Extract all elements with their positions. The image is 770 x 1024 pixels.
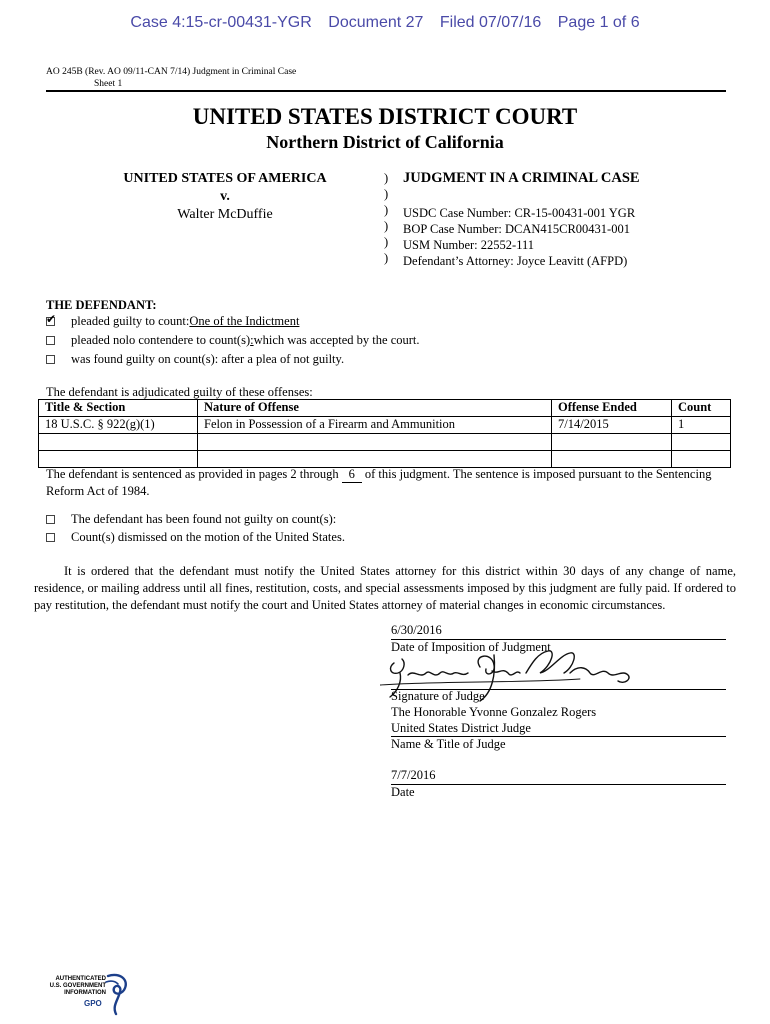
table-row — [39, 434, 731, 451]
dismissed-label: Count(s) dismissed on the motion of the United States. — [71, 530, 345, 544]
plaintiff: UNITED STATES OF AMERICA — [123, 171, 327, 186]
filed-date: Filed 07/07/16 — [439, 14, 542, 31]
defendant-name: Walter McDuffie — [177, 207, 273, 222]
cell-title-section: 18 U.S.C. § 922(g)(1) — [39, 417, 198, 434]
name-title-label: Name & Title of Judge — [391, 737, 506, 751]
gpo-line-2: U.S. GOVERNMENT — [49, 983, 106, 989]
document-number: Document 27 — [328, 14, 424, 31]
usdc-case-number: USDC Case Number: CR-15-00431-001 YGR — [403, 206, 636, 220]
cell-offense-ended — [552, 451, 672, 468]
gpo-logo-text — [44, 976, 106, 997]
col-offense-ended: Offense Ended — [552, 400, 672, 417]
parties-block — [80, 170, 370, 224]
plea-nolo-suffix: which was accepted by the court. — [253, 333, 420, 347]
cell-offense-ended: 7/14/2015 — [552, 417, 672, 434]
cell-count: 1 — [672, 417, 731, 434]
not-guilty-label: The defendant has been found not guilty on count(s): — [71, 512, 337, 526]
date-label: Date — [391, 785, 415, 799]
table-row — [39, 451, 731, 468]
filing-header — [0, 14, 770, 32]
defense-attorney: Defendant’s Attorney: Joyce Leavitt (AFPD) — [403, 254, 628, 268]
page-indicator: Page 1 of 6 — [557, 14, 640, 31]
offenses-intro: The defendant is adjudicated guilty of these offenses: — [46, 385, 313, 399]
court-name: UNITED STATES DISTRICT COURT — [192, 104, 578, 129]
sentence-text-after: of this judgment. The sentence is imposed pursuant to the Sentencing Reform Act of 1984. — [46, 467, 712, 498]
notification-paragraph: It is ordered that the defendant must notify the United States attorney for this district within 30 days of any change of name, residence, or mailing address until all fines, restitution, costs, and special assessments imposed by this judgment are fully paid. If ordered to pay restitution, the defendant must notify the court and United States attorney of material changes in economic circumstances. — [34, 564, 736, 612]
plea-guilty-value: One of the Indictment — [189, 314, 300, 328]
cell-nature — [198, 434, 552, 451]
gpo-line-3: INFORMATION — [64, 990, 106, 996]
bop-case-number: BOP Case Number: DCAN415CR00431-001 — [403, 222, 630, 236]
cell-offense-ended — [552, 434, 672, 451]
caption-parentheses: ) ) ) ) ) ) — [384, 171, 389, 265]
plea-guilty-checkbox[interactable] — [46, 312, 57, 326]
dismissed-checkbox[interactable] — [46, 533, 55, 542]
table-row — [39, 417, 731, 434]
date-rule — [391, 784, 726, 785]
plea-option-nolo — [46, 333, 420, 348]
judgment-title: JUDGMENT IN A CRIMINAL CASE — [403, 170, 640, 186]
judge-name: The Honorable Yvonne Gonzalez Rogers — [391, 705, 597, 719]
col-nature: Nature of Offense — [198, 400, 552, 417]
cell-count — [672, 451, 731, 468]
case-info — [403, 205, 635, 269]
signature-label: Signature of Judge — [391, 689, 485, 703]
versus: v. — [220, 189, 230, 204]
imposition-date: 6/30/2016 — [391, 623, 442, 637]
not-guilty-checkbox[interactable] — [46, 515, 55, 524]
plea-nolo-label: pleaded nolo contendere to count(s) — [71, 333, 251, 347]
usm-number: USM Number: 22552-111 — [403, 238, 535, 252]
table-header-row — [39, 400, 731, 417]
cell-title-section — [39, 451, 198, 468]
plea-option-guilty — [46, 314, 299, 329]
col-count: Count — [672, 400, 731, 417]
found-guilty-label: was found guilty on count(s): after a plea of not guilty. — [71, 352, 345, 366]
gpo-line-1: AUTHENTICATED — [55, 976, 106, 982]
disposition-dismissed — [46, 530, 345, 545]
form-id-line: AO 245B (Rev. AO 09/11-CAN 7/14) Judgment in Criminal Case — [46, 67, 297, 77]
found-guilty-checkbox[interactable] — [46, 355, 55, 364]
col-title-section: Title & Section — [39, 400, 198, 417]
sentence-page-count: 6 — [342, 466, 362, 483]
judge-title: United States District Judge — [391, 721, 531, 735]
sheet-label: Sheet 1 — [94, 79, 123, 89]
cell-nature — [198, 451, 552, 468]
eagle-icon — [102, 972, 132, 1018]
cell-count — [672, 434, 731, 451]
court-district: Northern District of California — [266, 132, 504, 152]
offenses-table — [38, 399, 731, 468]
gpo-authentication-logo — [44, 972, 134, 1020]
disposition-not-guilty — [46, 512, 336, 527]
top-divider — [46, 90, 726, 92]
sentence-statement — [46, 466, 726, 499]
case-number: Case 4:15-cr-00431-YGR — [130, 14, 312, 31]
imposition-label: Date of Imposition of Judgment — [391, 640, 551, 654]
checkmark-icon: ✔ — [46, 312, 57, 326]
cell-title-section — [39, 434, 198, 451]
defendant-section-title: THE DEFENDANT: — [46, 298, 157, 312]
plea-guilty-label: pleaded guilty to count: — [71, 314, 190, 328]
form-identifier — [46, 66, 296, 90]
sentence-text-before: The defendant is sentenced as provided in pages 2 through — [46, 467, 339, 481]
judgment-date: 7/7/2016 — [391, 768, 436, 782]
cell-nature: Felon in Possession of a Firearm and Ammunition — [198, 417, 552, 434]
plea-option-found-guilty — [46, 352, 344, 367]
plea-nolo-checkbox[interactable] — [46, 336, 55, 345]
gpo-mark: GPO — [84, 999, 102, 1008]
plea-nolo-value: : — [250, 333, 254, 347]
